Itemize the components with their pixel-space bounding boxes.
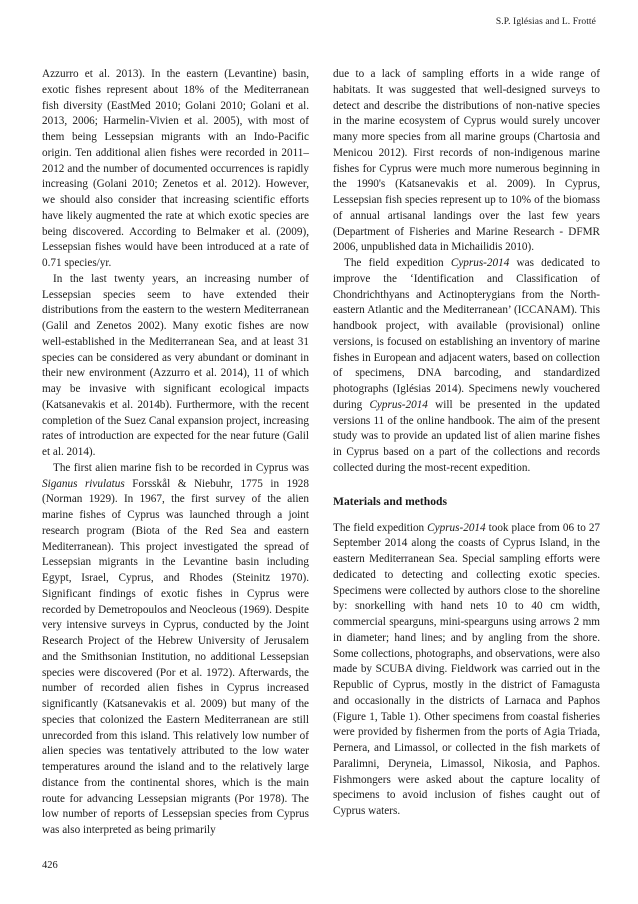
paragraph-intro-continued: Azzurro et al. 2013). In the eastern (Levantine) basin, exotic fishes represent about 18% of the Mediterranean fish diversity (EastMed 2010; Golani 2010; Golani et al. 2013, 2006; Harmelin-Vivien et al. 2005), with most of them being Lessepsian migrants with an Indo-Pacific origin. Ten additional alien fishes were recorded in 2011–2012 and the number of documented occurrences is rapidly increasing (Golani 2010; Zenetos et al. 2012). However, we should also consider that increasing scientific efforts have likely augmented the rate at which exotic species are being discovered. According to Belmaker et al. (2009), Lessepsian fishes would have been introduced at a rate of 0.71 species/yr. <box>42 68 309 269</box>
expedition-name: Cyprus-2014 <box>450 257 510 269</box>
right-column <box>333 67 600 820</box>
text-run: The field expedition <box>344 257 451 269</box>
left-column <box>42 67 309 839</box>
expedition-name: Cyprus-2014 <box>427 521 486 534</box>
text-run: took place from 06 to 27 September 2014 along the coasts of Cyprus Island, in the eastern Mediterranean Sea. Special sampling efforts were dedicated to detecting and collecting exotic species. Specimens were collected by authors close to the shoreline by: snorkelling with hand nets 10 to 40 cm width, commercial spearguns, mini-spearguns using arrows 2 mm in diameter; hand lines; and by angling from the shore. Some collections, photographs, and observations, were also made by SCUBA diving. Fieldwork was carried out in the Republic of Cyprus, mostly in the district of Famagusta and occasionally in the districts of Larnaca and Paphos (Figure 1, Table 1). Other specimens from coastal fisheries were provided by fishermen from the ports of Agia Triada, Pernera, and Limassol, or collected in the fish markets of Paralimni, Deryneia, Limassol, Nikosia, and Paphos. Fishmongers were asked about the capture locality of specimens to avoid inclusion of fishes caught out of Cyprus waters. <box>333 521 601 817</box>
paragraph-methods <box>333 521 600 820</box>
paragraph-first-record <box>42 461 309 839</box>
paragraph-expedition <box>333 256 600 477</box>
running-head: S.P. Iglésias and L. Frotté <box>495 17 596 27</box>
text-run: The field expedition <box>333 521 428 534</box>
text-run: was dedicated to improve the ‘Identification and Classification of Chondrichthyans and Actinopterygians from the North-eastern Atlantic and the Mediterranean’ (ICCANAM). This handbook project, with available (provisional) online versions, is focused on establishing an inventory of marine fishes in European and adjacent waters, based on collection of specimens, DNA barcoding, and standardized photographs (Iglésias 2014). Specimens newly vouchered during <box>333 257 600 411</box>
expedition-name: Cyprus-2014 <box>369 398 428 411</box>
species-name: Siganus rivulatus <box>42 477 125 490</box>
paragraph-distribution: In the last twenty years, an increasing number of Lessepsian species seem to have extended their distributions from the eastern to the western Mediterranean (Galil and Zenetos 2002). Many exotic fishes are now well-established in the Mediterranean Sea, and at least 31 species can be considered as very abundant or dominant in their new environment (Azzurro et al. 2014), 11 of which may be invasive with significant ecological impacts (Katsanevakis et al. 2014b). Furthermore, with the recent completion of the Suez Canal expansion project, increasing rates of introduction are expected for the near future (Galil et al. 2014). <box>42 272 309 458</box>
paragraph-sampling-effort: due to a lack of sampling efforts in a wide range of habitats. It was suggested that well-designed surveys to detect and describe the distributions of non-native species in the marine ecosystem of Cyprus would surely uncover many more species from all marine groups (Chartosia and Menicou 2012). First records of non-indigenous marine fishes for Cyprus were much more numerous beginning in the 1990's (Katsanevakis et al. 2009). In Cyprus, Lessepsian fish species represent up to 10% of the biomass of annual artisanal landings over the last few years (Department of Fisheries and Marine Research - DFMR 2006, unpublished data in Michailidis 2010). <box>333 68 600 254</box>
text-run: The first alien marine fish to be recorded in Cyprus was <box>53 461 309 474</box>
text-run: will be presented in the updated versions 11 of the online handbook. The aim of the present study was to provide an updated list of alien marine fishes in Cyprus based on a part of the collections and records collected during the most-recent expedition. <box>333 398 600 474</box>
text-run: Forsskål & Niebuhr, 1775 in 1928 (Norman 1929). In 1967, the first survey of the alien marine fishes of Cyprus was launched through a joint research program (Biota of the Red Sea and eastern Mediterranean). This project investigated the spread of Lessepsian migrants in the Levantine basin including Egypt, Israel, Cyprus, and Rhodes (Steinitz 1970). Significant findings of exotic fishes in Cyprus were recorded by Demetropoulos and Neocleous (1969). Despite very intensive surveys in Cyprus, conducted by the Joint Research Project of the Hebrew University of Jerusalem and the Smithsonian Institution, no additional Lessepsian species were discovered (Por et al. 1972). Afterwards, the number of recorded alien fishes in Cyprus increased significantly (Katsanevakis et al. 2009) but many of the species that colonized the Eastern Mediterranean are still unrecorded from this island. This relatively low number of alien species was tentatively attributed to the low water temperatures around the island and to the relatively large distance from the continental shores, which is the main route for advancing Lessepsian migrants (Por 1978). The low number of reports of Lessepsian species from Cyprus was also interpreted as being primarily <box>42 477 309 836</box>
section-heading: Materials and methods <box>333 494 448 508</box>
page-number: 426 <box>42 860 58 871</box>
